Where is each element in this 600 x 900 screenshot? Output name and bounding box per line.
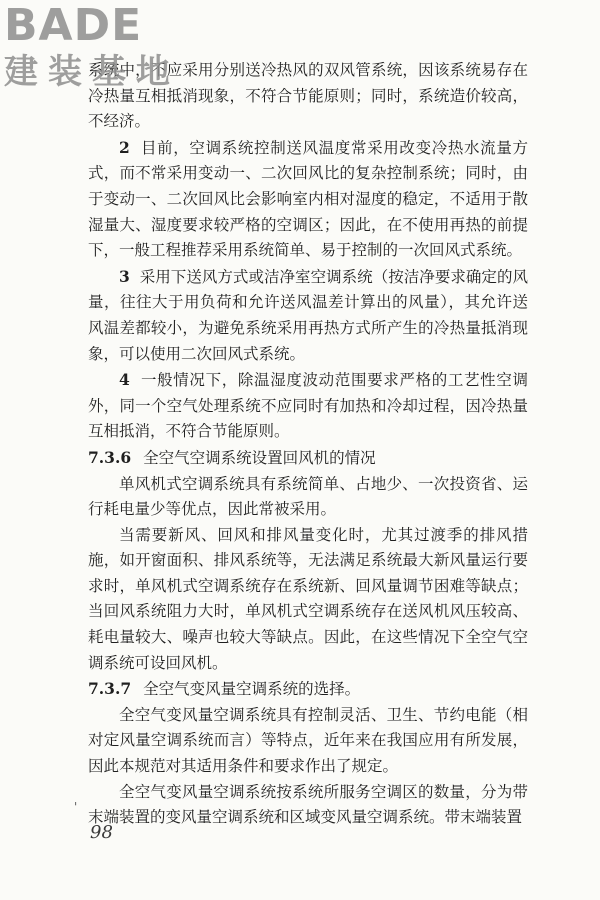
- watermark-subtitle: 建装基地: [4, 52, 180, 92]
- page-number: 98: [90, 822, 113, 843]
- section-paragraph: [88, 780, 528, 831]
- section-heading: [88, 676, 528, 703]
- paragraph-text: 全空气变风量空调系统具有控制灵活、卫生、节约电能（相对定风量空调系统而言）等特点，近年来在我国应用有所发展，因此本规范对其适用条件和要求作出了规定。: [88, 705, 528, 776]
- section-paragraph: [88, 703, 528, 780]
- margin-mark: ': [74, 800, 78, 814]
- page-body: [88, 58, 528, 831]
- section-number: 7.3.6: [88, 447, 132, 467]
- paragraph-text: 全空气变风量空调系统按系统所服务空调区的数量，分为带末端装置的变风量空调系统和区域变风量空调系统。带末端装置: [88, 782, 528, 827]
- section-number: 7.3.7: [88, 679, 132, 699]
- paragraph-text: 一般情况下，除温湿度波动范围要求严格的工艺性空调外，同一个空气处理系统不应同时有加热和冷却过程，因冷热量互相抵消，不符合节能原则。: [88, 371, 528, 441]
- paragraph-number: 4: [119, 370, 130, 390]
- paragraph-text: 采用下送风方式或洁净室空调系统（按洁净要求确定的风量，往往大于用负荷和允许送风温差计算出的风量），其允许送风温差都较小，为避免系统采用再热方式所产生的冷热量抵消现象，可以使用二次回风式系统。: [88, 267, 528, 363]
- paragraph-number: 3: [119, 266, 130, 286]
- paragraph-text: 单风机式空调系统具有系统简单、占地少、一次投资省、运行耗电量少等优点，因此常被采用。: [88, 474, 528, 519]
- paragraph-text: 系统中，不应采用分别送冷热风的双风管系统，因该系统易存在冷热量互相抵消现象，不符合节能原则；同时，系统造价较高，不经济。: [88, 61, 528, 131]
- paragraph-text: 目前，空调系统控制送风温度常采用改变冷热水流量方式，而不常采用变动一、二次回风比的复杂控制系统；同时，由于变动一、二次回风比会影响室内相对湿度的稳定，不适用于散湿量大、湿度要求较严格的空调区；因此，在不使用再热的前提下，一般工程推荐采用系统简单、易于控制的一次回风式系统。: [88, 138, 528, 260]
- paragraph-text: 当需要新风、回风和排风量变化时，尤其过渡季的排风措施，如开窗面积、排风系统等，无法满足系统最大新风量运行要求时，单风机式空调系统存在系统新、回风量调节困难等缺点；当回风系统阻力大时，单风机式空调系统存在送风机风压较高、耗电量较大、噪声也较大等缺点。因此，在这些情况下全空气空调系统可设回风机。: [88, 525, 528, 672]
- numbered-paragraph: [88, 135, 528, 264]
- section-title: 全空气变风量空调系统的选择。: [143, 680, 361, 699]
- watermark-logo-text: BADE: [4, 0, 143, 51]
- numbered-paragraph: [88, 264, 528, 367]
- section-paragraph: [88, 523, 528, 677]
- section-paragraph: [88, 472, 528, 523]
- paragraph-number: 2: [119, 137, 130, 157]
- bade-watermark-logo: [4, 2, 194, 102]
- numbered-paragraph: [88, 367, 528, 445]
- section-heading: [88, 445, 528, 472]
- section-title: 全空气空调系统设置回风机的情况: [143, 448, 376, 467]
